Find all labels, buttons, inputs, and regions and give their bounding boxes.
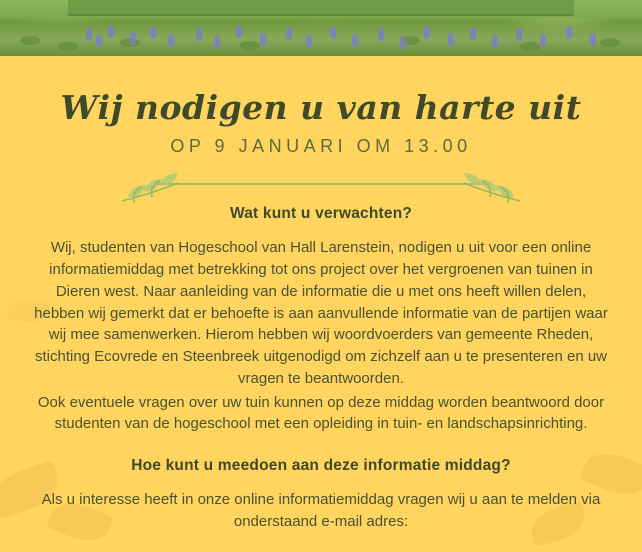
paragraph-project-intro: Wij, studenten van Hogeschool van Hall Larenstein, nodigen u uit voor een online informatiemiddag met betrekking tot ons project over het vergroenen van tuinen in Dieren west. Naar aanleiding van de informatie die u met ons heeft willen delen, hebben wij gemerkt dat er behoefte is aan aanvullende informatie van de partijen waar wij mee samenwerken. Hierom hebben wij woordvoerders van gemeente Rheden, stichting Ecovrede en Steenbreek uitgenodigd om zichzelf aan u te presenteren en uw vragen te beantwoorden. [34,239,608,387]
invitation-content [0,90,642,533]
garden-photo-banner [0,0,642,56]
leaf-divider [22,161,620,205]
section-heading-participation: Hoe kunt u meedoen aan deze informatie middag? [131,457,511,475]
paragraph-signup: Als u interesse heeft in onze online informatiemiddag vragen wij u aan te melden via onderstaand e-mail adres: [41,491,601,530]
leaf-sprig-right-icon [428,161,524,205]
event-date-time: OP 9 JANUARI OM 13.00 [170,136,472,157]
green-title-bar [68,0,574,16]
paragraph-garden-questions: Ook eventuele vragen over uw tuin kunnen op deze middag worden beantwoord door studenten van de hogeschool met een opleiding in tuin- en landschapsinrichting. [37,393,605,433]
leaf-sprig-left-icon [118,161,214,205]
section-heading-expectations: Wat kunt u verwachten? [229,205,413,223]
page-title: Wij nodigen u van harte uit [60,88,582,127]
